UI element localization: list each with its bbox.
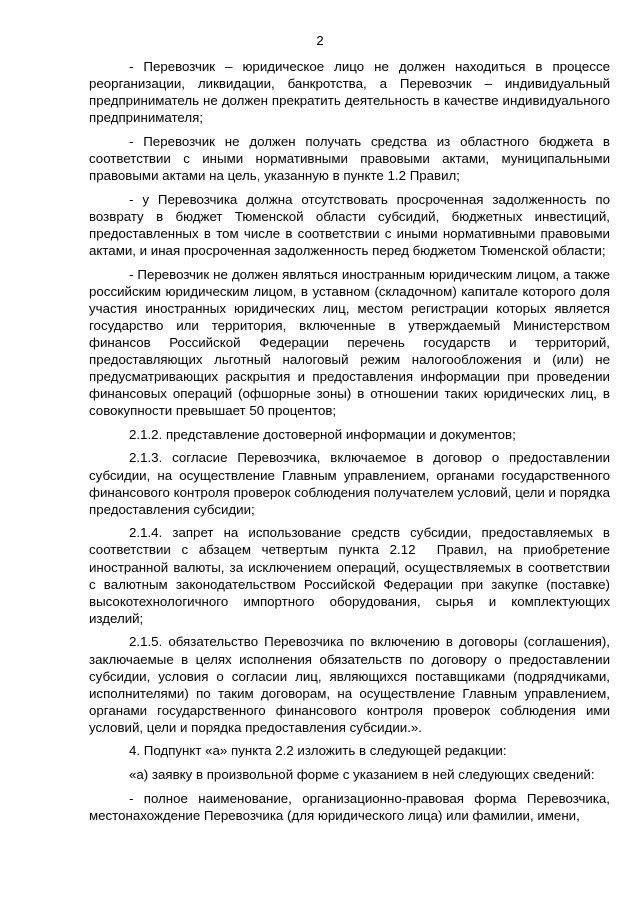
document-body — [89, 58, 614, 824]
paragraph-subitem-a: «а) заявку в произвольной форме с указанием в ней следующих сведений: — [129, 767, 595, 783]
page-number: 2 — [316, 33, 324, 48]
paragraph-2-1-5: 2.1.5. обязательство Перевозчика по включению в договоры (соглашения), заключаемые в целях исполнения обязательств по договору о предоставлении субсидии, условия о согласии лиц, являющихся поставщиками (подрядчиками, исполнителями) по таким договорам, на осуществление Главным управлением, органами государственного финансового контроля проверок соблюдения ими условий, цели и порядка предоставления субсидии.». — [89, 634, 614, 735]
paragraph-full-name-details: - полное наименование, организационно-правовая форма Перевозчика, местонахождение Перевозчика (для юридического лица) или фамилии, имени, — [89, 790, 614, 823]
paragraph-2-1-4: 2.1.4. запрет на использование средств субсидии, предоставляемых в соответствии с абзацем четвертым пункта 2.12 Правил, на приобретение иностранной валюты, за исключением операций, осуществляемых в соответствии с валютным законодательством Российской Федерации при закупке (поставке) высокотехнологичного импортного оборудования, сырья и комплектующих изделий; — [89, 525, 614, 626]
paragraph-not-foreign-entity: - Перевозчик не должен являться иностранным юридическим лицом, а также российским юридическим лицом, в уставном (складочном) капитале которого доля участия иностранных юридических лиц, местом регистрации которых является государство или территория, включенные в утверждаемый Министерством финансов Российской Федерации перечень государств и территорий, предоставляющих льготный налоговый режим налогообложения и (или) не предусматривающих раскрытия и предоставления информации при проведении финансовых операций (офшорные зоны) в отношении таких юридических лиц, в совокупности превышает 50 процентов; — [89, 266, 614, 419]
paragraph-item-4: 4. Подпункт «а» пункта 2.2 изложить в следующей редакции: — [129, 743, 507, 759]
paragraph-2-1-2: 2.1.2. представление достоверной информации и документов; — [129, 426, 516, 442]
paragraph-carrier-not-in-liquidation: - Перевозчик – юридическое лицо не должен находиться в процессе реорганизации, ликвидации, банкротства, а Перевозчик – индивидуальный предприниматель не должен прекратить деятельность в качестве индивидуального предпринимателя; — [89, 59, 614, 126]
paragraph-no-overdue-debt: - у Перевозчика должна отсутствовать просроченная задолженность по возврату в бюджет Тюменской области субсидий, бюджетных инвестиций, предоставленных в том числе в соответствии с иными нормативными правовыми актами, и иная просроченная задолженность перед бюджетом Тюменской области; — [89, 191, 614, 258]
paragraph-no-regional-budget-funds: - Перевозчик не должен получать средства из областного бюджета в соответствии с иными нормативными правовыми актами, муниципальными правовыми актами на цель, указанную в пункте 1.2 Правил; — [89, 133, 614, 184]
paragraph-2-1-3: 2.1.3. согласие Перевозчика, включаемое в договор о предоставлении субсидии, на осуществление Главным управлением, органами государственного финансового контроля проверок соблюдения получателем условий, цели и порядка предоставления субсидии; — [89, 450, 614, 517]
